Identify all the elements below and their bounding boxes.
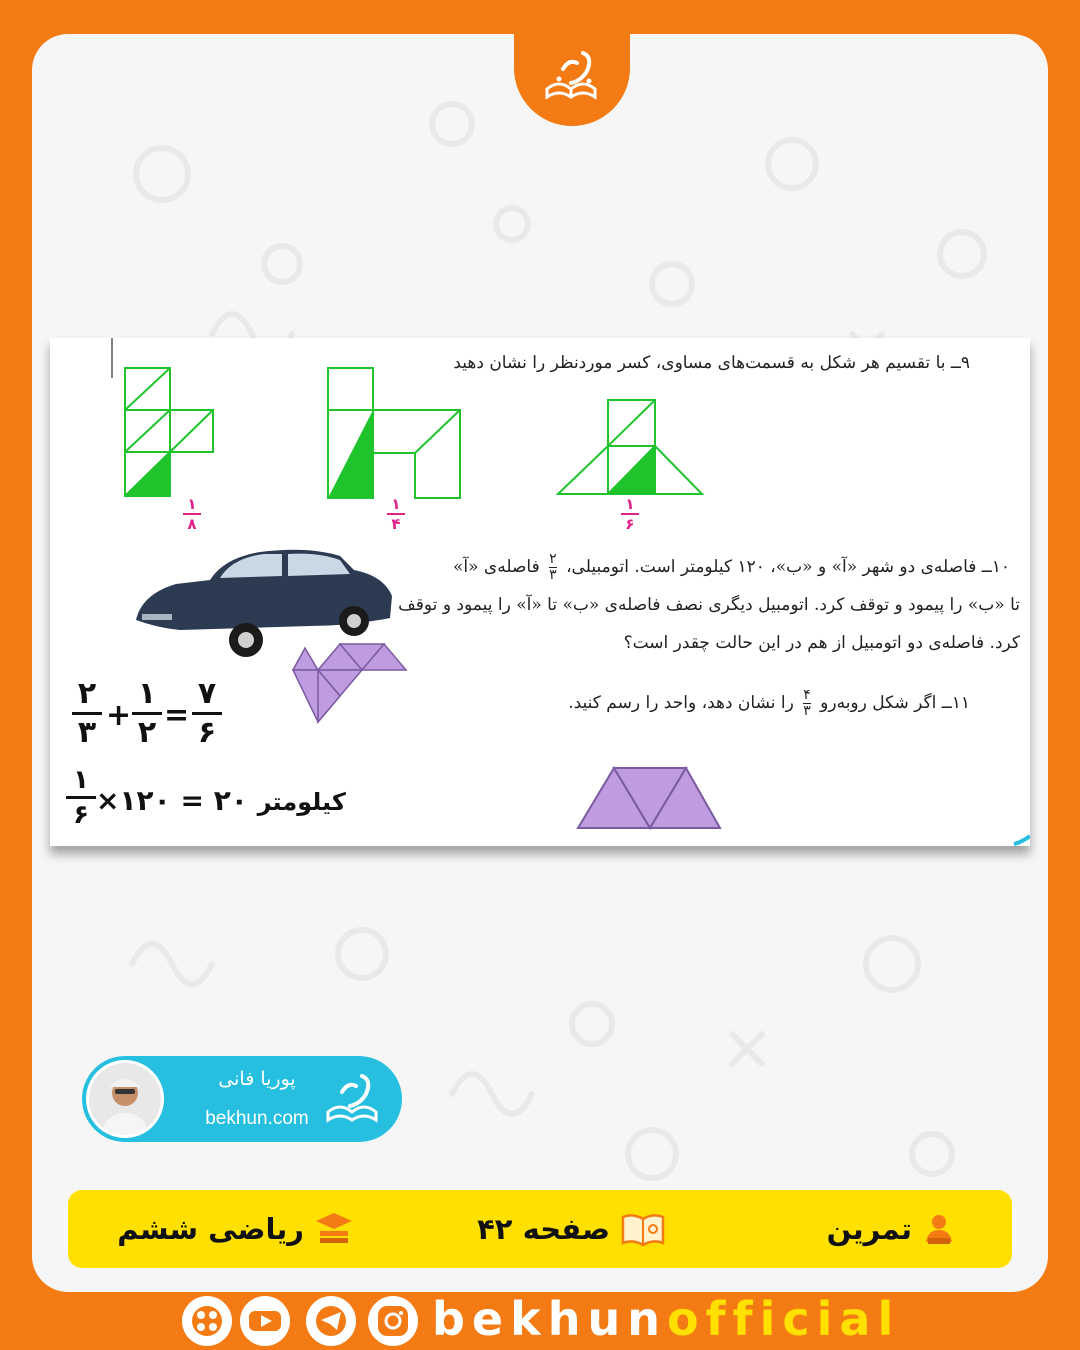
textbook-page: ۹ــ با تقسیم هر شکل به قسمت‌های مساوی، کسر موردنظر را نشان دهید ۱ ۸ ۱ ۴ ۱ ۶ ۱۰ــ فاصله‌ی دو شهر «آ» و «ب»، ۱۲۰ کیلومتر است. اتومبیلی، $\frac{۲}{۳}$ فاصله‌ی «آ» تا «ب» را پیمود و توقف کرد. اتومبیل دیگری نصف فاصله‌ی «ب» تا «آ» را پیمود و توقف کرد. فاصله‌ی دو اتومبیل از هم در این حالت چقدر است؟ ۱۱ــ اگر شکل روبه‌رو $\frac{۴}{۳}$ را نشان دهد، واحد را رسم کنید. ۲ ۳ + ۱ ۲ = ۷ ۶ ۱ ۶ ×۱۲۰ = ۲۰ کیلومتر (50, 338, 1030, 846)
author-badge[interactable] (82, 1056, 402, 1142)
question-9-text: ۹ــ با تقسیم هر شکل به قسمت‌های مساوی، کسر موردنظر را نشان دهید (453, 353, 970, 373)
author-website[interactable]: bekhun.com (205, 1108, 309, 1129)
brand-wordmark[interactable]: bekhunofficial (432, 1292, 901, 1346)
question-10-line-1: ۱۰ــ فاصله‌ی دو شهر «آ» و «ب»، ۱۲۰ کیلومتر است. اتومبیلی، $\frac{۲}{۳}$ فاصله‌ی «آ» (453, 551, 1010, 583)
youtube-icon[interactable] (240, 1296, 290, 1346)
graduation-cap-icon (314, 1211, 354, 1247)
aparat-icon[interactable] (182, 1296, 232, 1346)
info-type: تمرین (827, 1207, 956, 1251)
car-illustration (136, 550, 392, 657)
instagram-icon[interactable] (368, 1296, 418, 1346)
telegram-icon[interactable] (306, 1296, 356, 1346)
figure-3-fraction: ۱ ۶ (618, 496, 642, 532)
figure-2-shaded (328, 410, 373, 498)
question-11-text: ۱۱ــ اگر شکل روبه‌رو $\frac{۴}{۳}$ را نشان دهد، واحد را رسم کنید. (568, 687, 970, 719)
info-subject: ریاضی ششم (117, 1207, 354, 1251)
author-name: پوریا فانی (218, 1068, 296, 1090)
figure-2-fraction: ۱ ۴ (384, 496, 408, 532)
book-logo-icon (537, 45, 607, 109)
social-footer (0, 1290, 1080, 1350)
info-page: صفحه ۴۲ (477, 1207, 666, 1251)
open-book-icon (620, 1211, 666, 1247)
question-10-line-3: کرد. فاصله‌ی دو اتومبیل از هم در این حالت چقدر است؟ (623, 633, 1020, 653)
q11-purple-trapezoid (578, 768, 720, 828)
info-bar (68, 1190, 1012, 1268)
person-icon (89, 1063, 161, 1135)
question-10-line-2: تا «ب» را پیمود و توقف کرد. اتومبیل دیگری نصف فاصله‌ی «ب» تا «آ» را پیمود و توقف (398, 595, 1020, 615)
brand-logo-icon (322, 1070, 388, 1130)
figure-1-fraction: ۱ ۸ (180, 496, 204, 532)
teacher-icon (922, 1212, 956, 1246)
author-avatar (86, 1060, 164, 1138)
